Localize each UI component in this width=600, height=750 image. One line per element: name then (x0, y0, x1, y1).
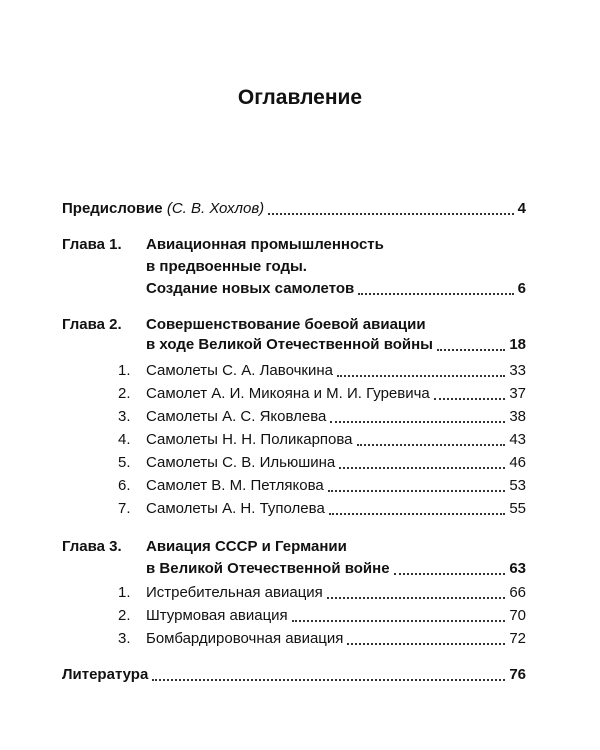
section-title: Самолет А. И. Микояна и М. И. Гуревича (146, 385, 430, 402)
section-title: Самолеты А. С. Яковлева (146, 408, 327, 425)
page-number: 53 (509, 477, 526, 494)
page-number: 6 (517, 280, 526, 297)
chapter-label: Глава 1. (62, 236, 122, 253)
toc-section[interactable] (118, 582, 526, 604)
section-number: 5. (118, 454, 131, 471)
page-number: 70 (509, 607, 526, 624)
toc-entry-literature[interactable] (62, 664, 526, 686)
page-number: 76 (509, 666, 526, 683)
section-number: 1. (118, 362, 131, 379)
dot-leader (394, 572, 506, 575)
dot-leader (347, 642, 505, 645)
toc-entry-chapter-2[interactable] (146, 334, 526, 356)
dot-leader (329, 512, 506, 515)
toc-entry-chapter-1[interactable] (146, 278, 526, 300)
section-number: 2. (118, 607, 131, 624)
section-title: Самолеты А. Н. Туполева (146, 500, 325, 517)
section-title: Самолеты Н. Н. Поликарпова (146, 431, 353, 448)
section-number: 2. (118, 385, 131, 402)
chapter-title-line: в предвоенные годы. (146, 258, 307, 275)
dot-leader (339, 466, 505, 469)
literature-label: Литература (62, 666, 149, 683)
section-title: Истребительная авиация (146, 584, 323, 601)
page-number: 33 (509, 362, 526, 379)
page-number: 55 (509, 500, 526, 517)
section-number: 3. (118, 630, 131, 647)
preface-label: Предисловие (62, 200, 163, 217)
chapter-label: Глава 2. (62, 316, 122, 333)
toc-section[interactable] (118, 498, 526, 520)
section-number: 6. (118, 477, 131, 494)
dot-leader (268, 212, 514, 215)
dot-leader (434, 397, 506, 400)
chapter-label: Глава 3. (62, 538, 122, 555)
dot-leader (337, 374, 505, 377)
page-number: 43 (509, 431, 526, 448)
chapter-title-line: в Великой Отечественной войне (146, 560, 390, 577)
dot-leader (292, 619, 506, 622)
section-number: 3. (118, 408, 131, 425)
toc-section[interactable] (118, 475, 526, 497)
page-number: 63 (509, 560, 526, 577)
section-number: 7. (118, 500, 131, 517)
dot-leader (330, 420, 505, 423)
section-title: Штурмовая авиация (146, 607, 288, 624)
dot-leader (327, 596, 506, 599)
page-number: 38 (509, 408, 526, 425)
page-number: 18 (509, 336, 526, 353)
dot-leader (357, 443, 506, 446)
dot-leader (152, 678, 505, 681)
dot-leader (437, 348, 505, 351)
section-number: 1. (118, 584, 131, 601)
section-title: Самолеты С. В. Ильюшина (146, 454, 336, 471)
toc-section[interactable] (118, 452, 526, 474)
page-number: 4 (517, 200, 526, 217)
section-title: Бомбардировочная авиация (146, 630, 344, 647)
toc-section[interactable] (118, 406, 526, 428)
preface-author: (С. В. Хохлов) (166, 200, 265, 217)
section-number: 4. (118, 431, 131, 448)
chapter-title-line: Авиация СССР и Германии (146, 538, 347, 555)
chapter-title-line: Совершенствование боевой авиации (146, 316, 426, 333)
dot-leader (328, 489, 506, 492)
toc-section[interactable] (118, 429, 526, 451)
chapter-title-line: Авиационная промышленность (146, 236, 384, 253)
toc-section[interactable] (118, 383, 526, 405)
page-title: Оглавление (237, 86, 363, 109)
section-title: Самолет В. М. Петлякова (146, 477, 324, 494)
toc-section[interactable] (118, 360, 526, 382)
chapter-title-line: в ходе Великой Отечественной войны (146, 336, 433, 353)
chapter-title-line: Создание новых самолетов (146, 280, 355, 297)
toc-entry-preface[interactable] (62, 198, 526, 220)
page-number: 66 (509, 584, 526, 601)
toc-section[interactable] (118, 605, 526, 627)
toc-entry-chapter-3[interactable] (146, 558, 526, 580)
toc-section[interactable] (118, 628, 526, 650)
dot-leader (358, 292, 513, 295)
page-number: 46 (509, 454, 526, 471)
section-title: Самолеты С. А. Лавочкина (146, 362, 333, 379)
page-number: 72 (509, 630, 526, 647)
page-number: 37 (509, 385, 526, 402)
